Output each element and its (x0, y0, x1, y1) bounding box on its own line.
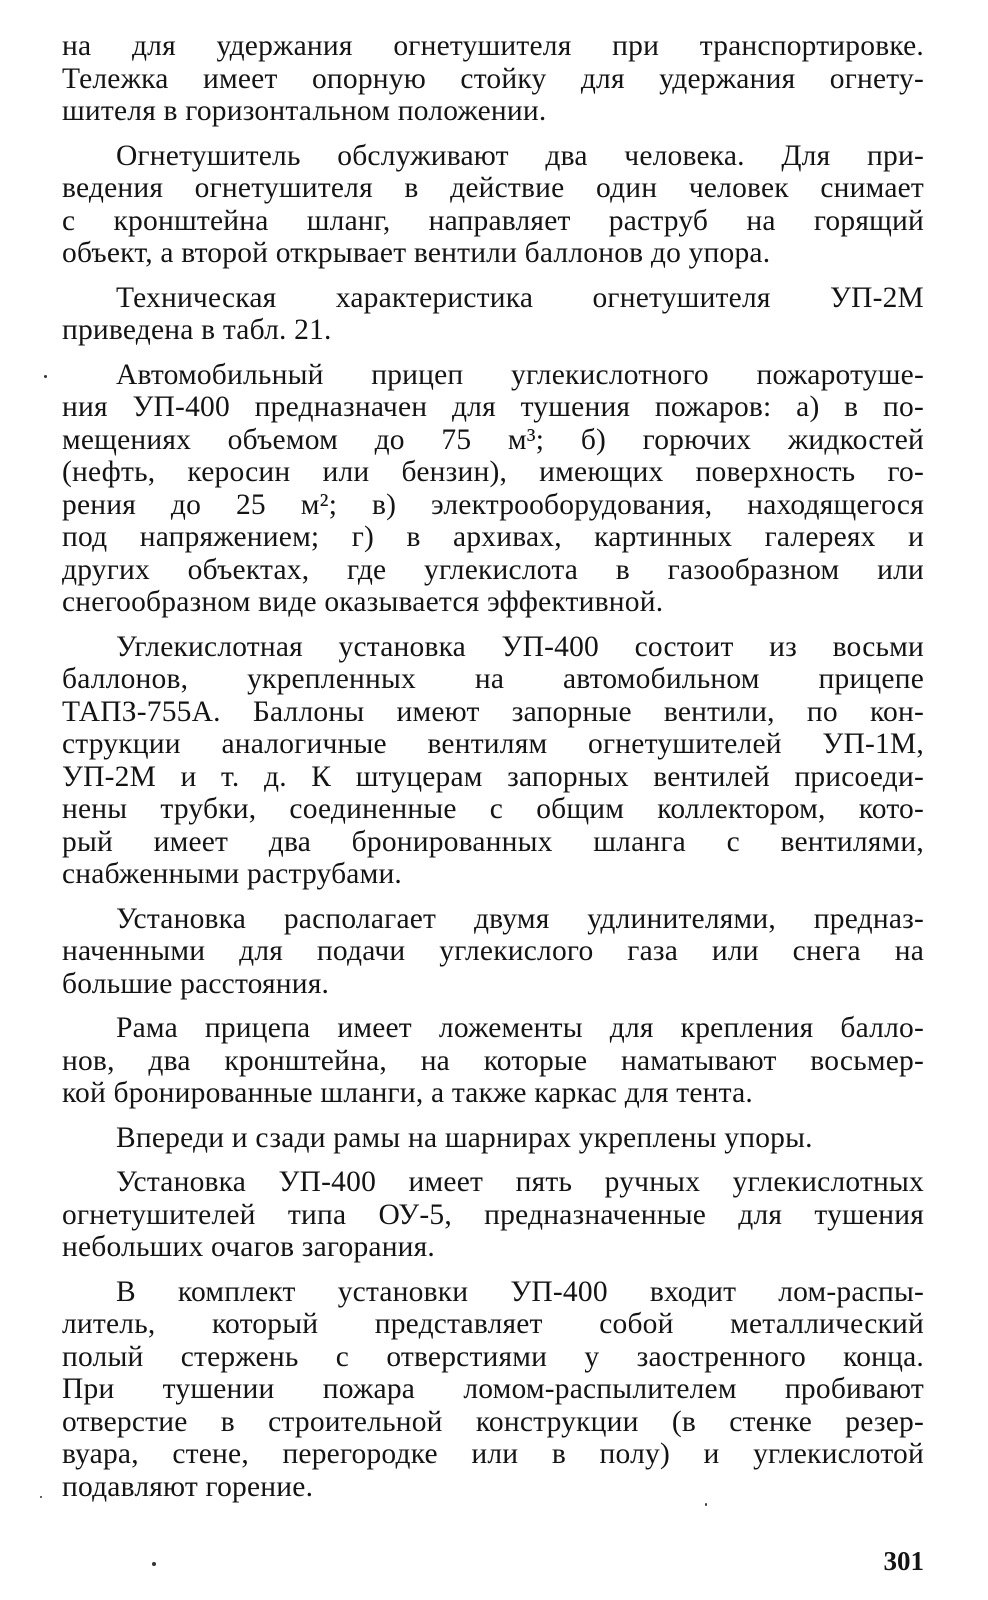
paragraph (62, 30, 924, 128)
text-line: баллонов, укрепленных на автомобильном прицепе (62, 663, 924, 695)
text-line: Рама прицепа имеет ложементы для крепления балло- (116, 1012, 924, 1044)
scan-speck (705, 1503, 707, 1506)
paragraph (62, 903, 924, 1001)
text-line: большие расстояния. (62, 967, 330, 1000)
paragraph (62, 1122, 924, 1155)
text-line: шителя в горизонтальном положении. (62, 95, 547, 127)
scan-speck (44, 375, 47, 378)
body-text (62, 30, 924, 1515)
text-line: кой бронированные шланги, а также каркас для тента. (62, 1077, 753, 1109)
text-line: приведена в табл. 21. (62, 314, 332, 346)
text-line: Огнетушитель обслуживают два человека. Для при- (116, 139, 924, 172)
text-line: При тушении пожара ломом-распылителем пробивают (62, 1373, 924, 1405)
text-line: наченными для подачи углекислого газа или снега на (62, 935, 924, 967)
text-line: В комплект установки УП-400 входит лом-распы- (116, 1275, 924, 1308)
text-line: УП-2М и т. д. К штуцерам запорных вентилей присоеди- (62, 760, 924, 793)
scan-speck (40, 1496, 42, 1498)
text-line: подавляют горение. (62, 1470, 314, 1503)
text-line: небольших очагов загорания. (62, 1231, 436, 1263)
paragraph (62, 1166, 924, 1264)
paragraph (62, 282, 924, 347)
text-line: отверстие в строительной конструкции (в стенке резер- (62, 1405, 924, 1438)
text-line: струкции аналогичные вентилям огнетушителей УП-1М, (62, 728, 924, 760)
text-line: Впереди и сзади рамы на шарнирах укреплены упоры. (116, 1121, 813, 1154)
text-line: Автомобильный прицеп углекислотного пожаротуше- (116, 358, 924, 391)
text-line: ведения огнетушителя в действие один человек снимает (62, 172, 924, 204)
text-line: Углекислотная установка УП-400 состоит из восьми (116, 630, 924, 663)
text-line: на для удержания огнетушителя при транспортировке. (62, 30, 924, 62)
text-line: объект, а второй открывает вентили баллонов до упора. (62, 237, 771, 269)
paragraph (62, 140, 924, 270)
text-line: полый стержень с отверстиями у заостренного конца. (62, 1340, 924, 1373)
text-line: мещениях объемом до 75 м³; б) горючих жидкостей (62, 423, 924, 456)
text-line: вуара, стене, перегородке или в полу) и углекислотой (62, 1438, 924, 1470)
text-line: огнетушителей типа ОУ-5, предназначенные для тушения (62, 1198, 924, 1231)
text-line: рения до 25 м²; в) электрооборудования, находящегося (62, 488, 924, 521)
text-line: литель, который представляет собой металлический (62, 1308, 924, 1340)
text-line: рый имеет два бронированных шланга с вентилями, (62, 825, 924, 858)
text-line: снабженными раструбами. (62, 858, 403, 890)
text-line: других объектах, где углекислота в газообразном или (62, 553, 924, 586)
text-line: Установка УП-400 имеет пять ручных углекислотных (116, 1166, 924, 1198)
paragraph (62, 1276, 924, 1504)
page-number: 301 (883, 1546, 924, 1576)
text-line: Установка располагает двумя удлинителями, предназ- (116, 902, 924, 935)
text-line: Тележка имеет опорную стойку для удержания огнету- (62, 62, 924, 95)
text-line: (нефть, керосин или бензин), имеющих поверхность го- (62, 456, 924, 488)
text-line: нены трубки, соединенные с общим коллектором, кото- (62, 793, 924, 825)
scan-speck (152, 1562, 156, 1566)
text-line: Техническая характеристика огнетушителя УП-2М (116, 281, 924, 314)
text-line: ТАПЗ-755А. Баллоны имеют запорные вентили, по кон- (62, 695, 924, 728)
text-line: нов, два кронштейна, на которые наматывают восьмер- (62, 1044, 924, 1077)
text-line: под напряжением; г) в архивах, картинных галереях и (62, 521, 924, 553)
paragraph (62, 359, 924, 619)
text-line: снегообразном виде оказывается эффективной. (62, 586, 664, 618)
paragraph (62, 1012, 924, 1110)
text-line: с кронштейна шланг, направляет раструб на горящий (62, 204, 924, 237)
text-line: ния УП-400 предназначен для тушения пожаров: а) в по- (62, 391, 924, 423)
paragraph (62, 631, 924, 891)
